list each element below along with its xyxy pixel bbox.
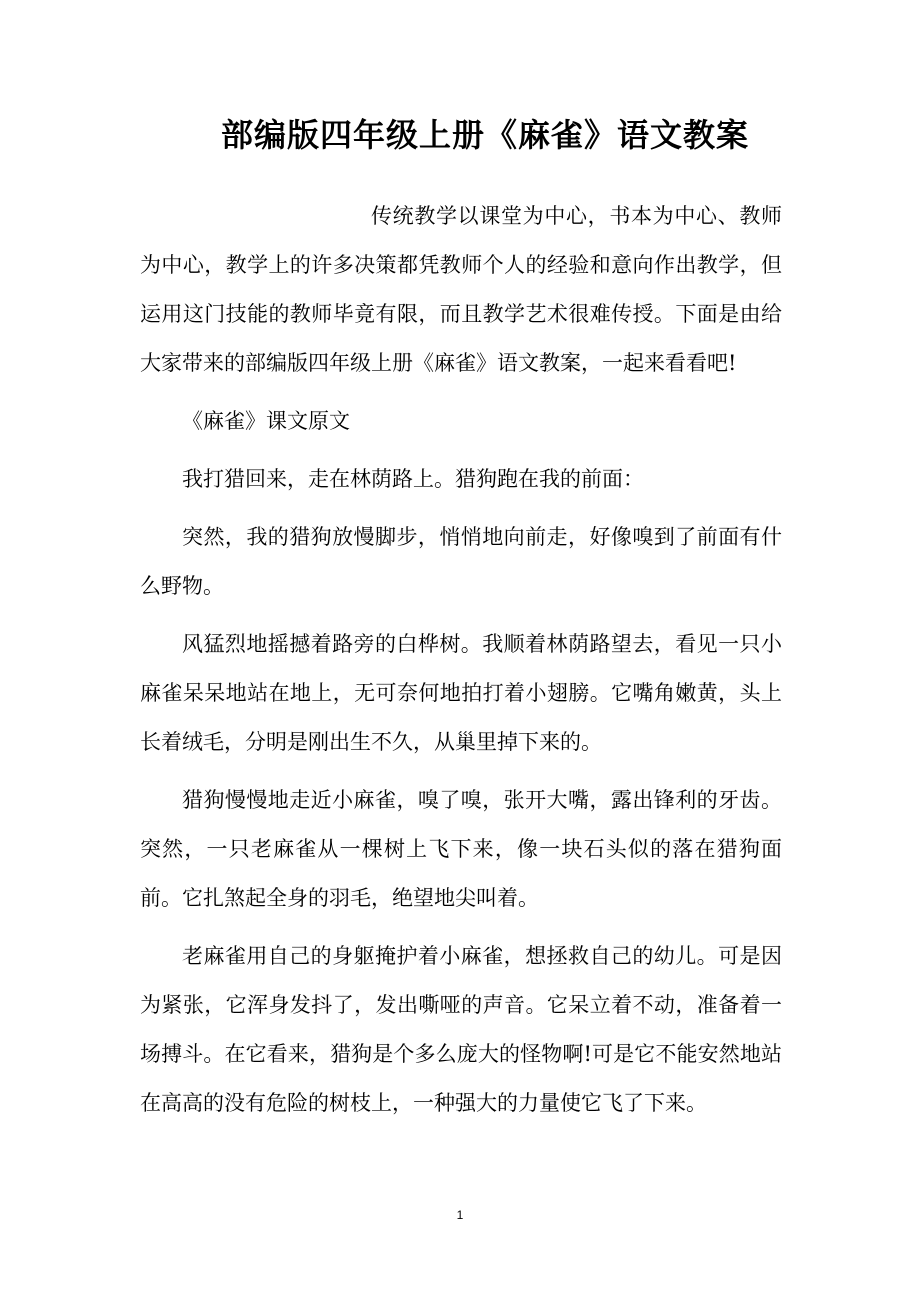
body-paragraph: 猎狗慢慢地走近小麻雀，嗅了嗅，张开大嘴，露出锋利的牙齿。突然，一只老麻雀从一棵树上飞下来，像一块石头似的落在猎狗面前。它扎煞起全身的羽毛，绝望地尖叫着。 (140, 788, 782, 910)
page-number: 1 (456, 1208, 464, 1222)
body-paragraph: 老麻雀用自己的身躯掩护着小麻雀，想拯救自己的幼儿。可是因为紧张，它浑身发抖了，发出嘶哑的声音。它呆立着不动，准备着一场搏斗。在它看来，猎狗是个多么庞大的怪物啊!可是它不能安然地站在高高的没有危险的树枝上，一种强大的力量使它飞了下来。 (140, 944, 782, 1115)
body-paragraph: 我打猎回来，走在林荫路上。猎狗跑在我的前面： (182, 467, 644, 491)
body-paragraph: 突然，我的猎狗放慢脚步，悄悄地向前走，好像嗅到了前面有什么野物。 (140, 525, 782, 598)
section-heading: 《麻雀》课文原文 (182, 409, 350, 433)
body-paragraph: 风猛烈地摇撼着路旁的白桦树。我顺着林荫路望去，看见一只小麻雀呆呆地站在地上，无可奈何地拍打着小翅膀。它嘴角嫩黄，头上长着绒毛，分明是刚出生不久，从巢里掉下来的。 (140, 632, 782, 754)
intro-paragraph: 传统教学以课堂为中心，书本为中心、教师为中心，教学上的许多决策都凭教师个人的经验和意向作出教学，但运用这门技能的教师毕竟有限，而且教学艺术很难传授。下面是由给大家带来的部编版四年级上册《麻雀》语文教案，一起来看看吧! (140, 204, 782, 375)
document-title: 部编版四年级上册《麻雀》语文教案 (220, 116, 749, 154)
document-body (140, 192, 782, 1128)
